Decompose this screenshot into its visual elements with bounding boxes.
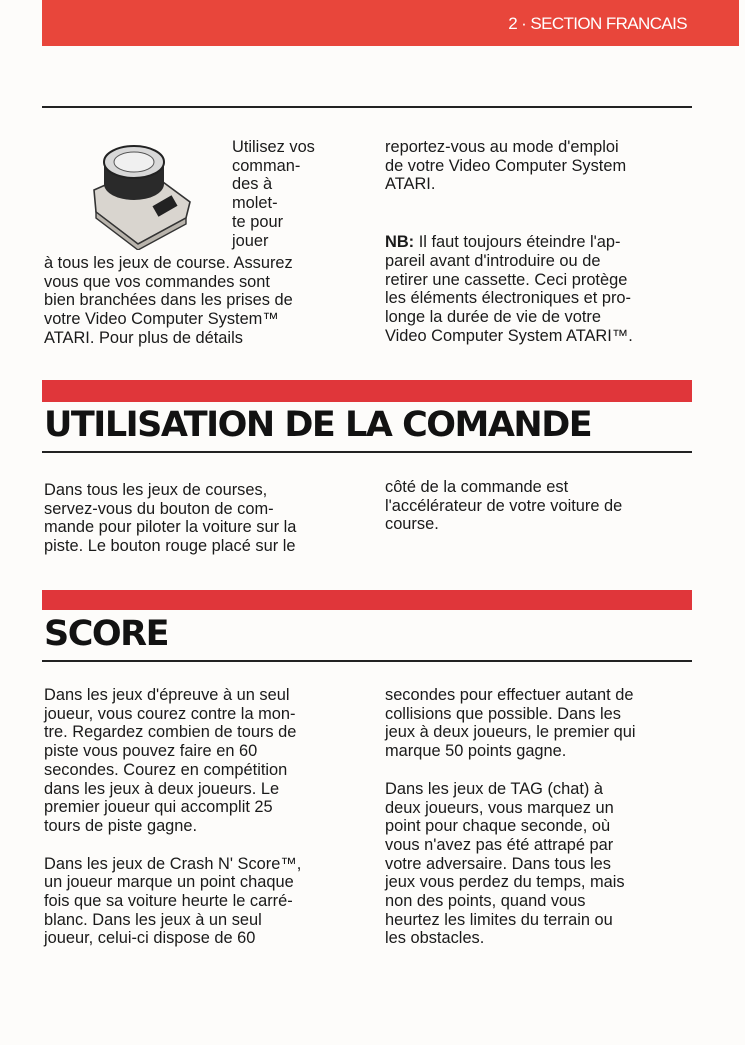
text-line: retirer une cassette. Ceci protège (385, 270, 628, 289)
text-line: piste vous pouvez faire en 60 (44, 742, 258, 761)
text-line: Utilisez vos (232, 138, 315, 156)
text-line: tre. Regardez combien de tours de (44, 723, 297, 742)
nb-label: NB: (385, 233, 415, 252)
intro-right-column (385, 138, 633, 345)
text-line: Dans tous les jeux de courses, (44, 481, 268, 499)
text-line: te pour (232, 212, 284, 231)
text-line: pareil avant d'introduire ou de (385, 251, 601, 270)
text-line: les obstacles. (385, 929, 485, 948)
text-line: servez-vous du bouton de com- (44, 499, 274, 518)
text-line: mande pour piloter la voiture sur la (44, 518, 297, 537)
text-line: à tous les jeux de course. Assurez (44, 254, 293, 272)
section-label: 2 · SECTION FRANCAIS (508, 14, 687, 33)
text-line: Il faut toujours éteindre l'ap- (414, 233, 621, 252)
intro-beside-image (232, 138, 315, 250)
text-line: collisions que possible. Dans les (385, 704, 621, 723)
text-line: blanc. Dans les jeux à un seul (44, 910, 262, 929)
text-line: ATARI. Pour plus de détails (44, 328, 243, 347)
section1-left-column (44, 481, 296, 556)
section-title-score: SCORE (44, 614, 169, 654)
text-line: reportez-vous au mode d'emploi (385, 138, 619, 156)
text-line: jouer (232, 231, 269, 250)
text-line: premier joueur qui accomplit 25 (44, 798, 273, 817)
text-line: secondes. Courez en compétition (44, 760, 288, 779)
text-line: des à (232, 175, 273, 194)
text-line: tours de piste gagne. (44, 816, 198, 835)
text-line: fois que sa voiture heurte le carré- (44, 892, 293, 911)
text-line: comman- (232, 156, 301, 175)
text-line: vous que vos commandes sont (44, 272, 270, 291)
text-line: un joueur marque un point chaque (44, 873, 294, 892)
text-line: côté de la commande est (385, 478, 569, 496)
section2-right-column (385, 686, 636, 948)
text-line: deux joueurs, vous marquez un (385, 798, 614, 817)
text-line: secondes pour effectuer autant de (385, 686, 634, 704)
text-line: Dans les jeux d'épreuve à un seul (44, 686, 290, 704)
text-line: jeux à deux joueurs, le premier qui (385, 723, 636, 742)
text-line: Video Computer System ATARI™. (385, 326, 633, 345)
paddle-controller-image (86, 140, 196, 250)
section-divider-bar (42, 590, 692, 610)
text-line: votre Video Computer System™ (44, 310, 279, 329)
text-line: dans les jeux à deux joueurs. Le (44, 779, 280, 798)
text-line: point pour chaque seconde, où (385, 817, 611, 836)
text-line: Dans les jeux de TAG (chat) à (385, 779, 604, 798)
text-line: votre adversaire. Dans tous les (385, 854, 611, 873)
rule-top (42, 106, 692, 108)
text-line: l'accélérateur de votre voiture de (385, 496, 623, 515)
text-line: marque 50 points gagne. (385, 742, 567, 761)
section-divider-bar (42, 380, 692, 402)
text-line: course. (385, 515, 439, 534)
text-line: ATARI. (385, 175, 436, 194)
text-line: piste. Le bouton rouge placé sur le (44, 537, 296, 556)
intro-left-column (44, 254, 293, 348)
text-line: vous n'avez pas été attrapé par (385, 835, 614, 854)
text-line: molet- (232, 194, 278, 213)
text-line: jeux vous perdez du temps, mais (385, 873, 625, 892)
section-rule (42, 451, 692, 453)
text-line: non des points, quand vous (385, 892, 586, 911)
text-line: joueur, vous courez contre la mon- (44, 704, 296, 723)
text-line: longe la durée de vie de votre (385, 307, 601, 326)
text-line: Dans les jeux de Crash N' Score™, (44, 854, 302, 873)
text-line: joueur, celui-ci dispose de 60 (44, 929, 256, 948)
section-title-utilisation: UTILISATION DE LA COMANDE (44, 405, 592, 445)
text-line: les éléments électroniques et pro- (385, 289, 631, 308)
section1-right-column (385, 478, 622, 534)
header-bar (42, 0, 739, 46)
text-line: bien branchées dans les prises de (44, 291, 293, 310)
section2-left-column (44, 686, 301, 948)
nb-line (385, 233, 633, 252)
text-line: heurtez les limites du terrain ou (385, 910, 613, 929)
section-rule (42, 660, 692, 662)
text-line: de votre Video Computer System (385, 156, 627, 175)
